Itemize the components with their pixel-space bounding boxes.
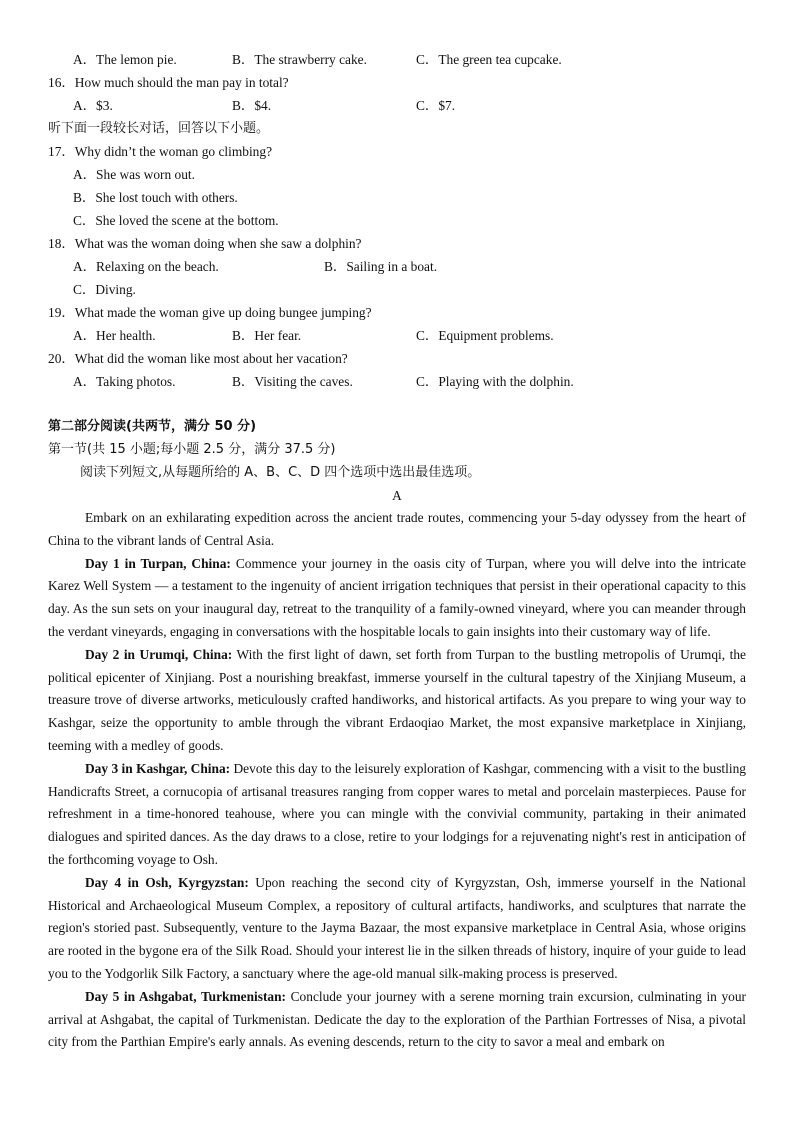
day-3-text: Devote this day to the leisurely exploration of Kashgar, commencing with a visit to the bustling Handicrafts Street, a cornucopia of artisanal treasures ranging from copper wares to metal and porcelain masterpieces. Pause for refreshment in a time-honored teahouse, where you can mingle with the convivial community, partaking in their animated dialogues and spirited dances. As the day draws to a close, retire to your lodgings for a rejuvenating night's rest in anticipation of the forthcoming voyage to Osh. bbox=[48, 760, 746, 867]
day-4-heading: Day 4 in Osh, Kyrgyzstan: bbox=[85, 874, 249, 890]
day-2-text: With the first light of dawn, set forth from Turpan to the bustling metropolis of Urumqi, the political epicenter of Xinjiang. Post a nourishing breakfast, immerse yourself in the cultural tapestry of the Xinjiang Museum, a treasure trove of diverse artworks, meticulously crafted handiworks, and historical artifacts. As you prepare to wing your way to Kashgar, seize the opportunity to amble through the vibrant Erdaoqiao Market, the most expansive marketplace in Xinjiang, teeming with a medley of goods. bbox=[48, 646, 746, 753]
q17-option-c: C．She loved the scene at the bottom. bbox=[73, 213, 279, 228]
passage-day-5 bbox=[48, 986, 746, 1054]
q19-option-a: A．Her health. bbox=[73, 328, 156, 343]
q20-option-a: A．Taking photos. bbox=[73, 374, 176, 389]
q19-options bbox=[48, 324, 746, 347]
day-3-heading: Day 3 in Kashgar, China: bbox=[85, 760, 231, 776]
q18-option-a: A．Relaxing on the beach. bbox=[73, 259, 219, 274]
q20-option-b: B．Visiting the caves. bbox=[232, 374, 353, 389]
exam-page bbox=[48, 48, 746, 1054]
section-gap bbox=[48, 393, 746, 415]
passage-day-3 bbox=[48, 758, 746, 872]
day-2-heading: Day 2 in Urumqi, China: bbox=[85, 646, 233, 662]
q16-option-c: C．$7. bbox=[416, 98, 456, 113]
q20-option-c: C．Playing with the dolphin. bbox=[416, 374, 574, 389]
day-5-text: Conclude your journey with a serene morning train excursion, culminating in your arrival at Ashgabat, the capital of Turkmenistan. Dedicate the day to the exploration of the Parthian Fortresses of Nisa, a pivotal city from the Parthian Empire's early annals. As evening descends, return to the city to savor a meal and embark on bbox=[48, 988, 746, 1050]
passage-intro: Embark on an exhilarating expedition across the ancient trade routes, commencing your 5-day odyssey from the heart of China to the vibrant lands of Central Asia. bbox=[48, 510, 746, 548]
q18-option-b: B．Sailing in a boat. bbox=[324, 259, 438, 274]
part2-title: 第二部分阅读(共两节，满分 50 分) bbox=[48, 419, 257, 434]
q19-stem: 19．What made the woman give up doing bungee jumping? bbox=[48, 305, 372, 320]
listening-instruction: 听下面一段较长对话，回答以下小题。 bbox=[48, 121, 270, 136]
q16-options bbox=[48, 94, 746, 117]
passage-day-4 bbox=[48, 872, 746, 986]
q16-option-b: B．$4. bbox=[232, 98, 272, 113]
q15-option-c: C．The green tea cupcake. bbox=[416, 52, 562, 67]
q19-option-b: B．Her fear. bbox=[232, 328, 302, 343]
q17-option-b: B．She lost touch with others. bbox=[73, 190, 238, 205]
q19-option-c: C．Equipment problems. bbox=[416, 328, 554, 343]
passage-day-2 bbox=[48, 644, 746, 758]
q18-options bbox=[48, 255, 746, 278]
day-1-text: Commence your journey in the oasis city of Turpan, where you will delve into the intricate Karez Well System — a testament to the ingenuity of ancient irrigation techniques that persist in their operational capacity to this day. As the sun sets on your inaugural day, retreat to the tranquility of a family-owned vineyard, where you can meander through the verdant vineyards, engaging in conversations with the hospitable locals to gain insights into their customary way of life. bbox=[48, 555, 746, 639]
q18-stem: 18．What was the woman doing when she saw a dolphin? bbox=[48, 236, 362, 251]
q15-options bbox=[48, 48, 746, 71]
q16-option-a: A．$3. bbox=[73, 98, 113, 113]
q16-stem: 16．How much should the man pay in total? bbox=[48, 75, 289, 90]
passage-label: A bbox=[392, 488, 402, 503]
part2-instruction: 阅读下列短文,从每题所给的 A、B、C、D 四个选项中选出最佳选项。 bbox=[80, 465, 481, 480]
part2-section1-heading: 第一节(共 15 小题;每小题 2.5 分，满分 37.5 分) bbox=[48, 442, 336, 457]
q15-option-a: A．The lemon pie. bbox=[73, 52, 177, 67]
day-4-text: Upon reaching the second city of Kyrgyzstan, Osh, immerse yourself in the National Historical and Archaeological Museum Complex, a repository of cultural artifacts, handiworks, and sculptures that narrate the region's storied past. Subsequently, venture to the Jayma Bazaar, the most expansive marketplace in Central Asia, whose origins are rooted in the bygone era of the Silk Road. Should your interest lie in the silken threads of history, inquire of your guide to lead you to the Yodgorlik Silk Factory, a sanctuary where the age-old manual silk-making process is preserved. bbox=[48, 874, 746, 981]
q17-option-a: A．She was worn out. bbox=[73, 167, 195, 182]
passage-day-1 bbox=[48, 553, 746, 644]
day-5-heading: Day 5 in Ashgabat, Turkmenistan: bbox=[85, 988, 287, 1004]
q18-option-c: C．Diving. bbox=[73, 282, 136, 297]
q20-options bbox=[48, 370, 746, 393]
q15-option-b: B．The strawberry cake. bbox=[232, 52, 367, 67]
q17-stem: 17．Why didn’t the woman go climbing? bbox=[48, 144, 273, 159]
q20-stem: 20．What did the woman like most about her vacation? bbox=[48, 351, 348, 366]
day-1-heading: Day 1 in Turpan, China: bbox=[85, 555, 231, 571]
